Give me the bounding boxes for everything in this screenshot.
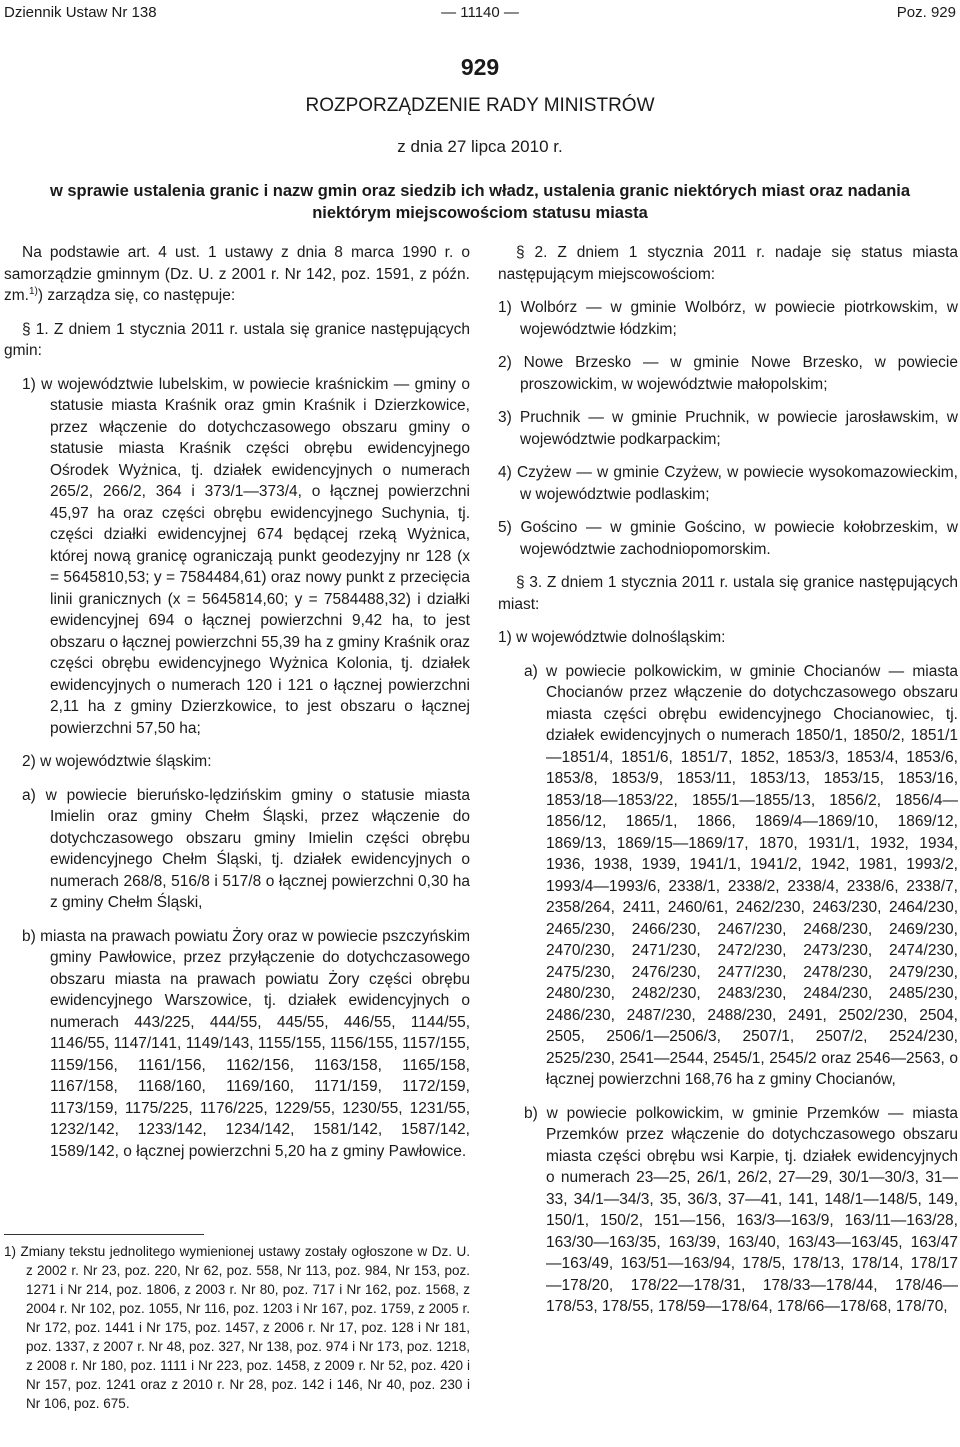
sub-item: b) w powiecie polkowickim, w gminie Przemków — miasta Przemków przez włączenie do dotychczasowego obszaru miasta części obrębu wsi Karpie, tj. działek ewidencyjnych o numerach 23—25, 26/1, 26/2, 27—29, 30/1—30/3, 31—33, 34/1—34/3, 35, 36/3, 37—41, 141, 148/1—148/5, 149, 150/1, 150/2, 151—156, 163/3—163/9, 163/11—163/28, 163/30—163/35, 163/39, 163/40, 163/43—163/45, 163/47—163/49, 163/51—163/94, 178/5, 178/13, 178/14, 178/17—178/20, 178/22—178/31, 178/33—178/44, 178/46—178/53, 178/55, 178/59—178/64, 178/66—178/68, 178/70,: [524, 1104, 958, 1315]
list-item: 2) w województwie śląskim:: [22, 753, 212, 770]
document-number: 929: [460, 54, 500, 80]
sub-item: a) w powiecie bieruńsko-lędzińskim gminy o statusie miasta Imielin oraz gminy Chełm Śląski, przez włączenie do dotychczasowego obszaru gminy Imielin części obrębu ewidencyjnego Chełm Śląski, tj. działek ewidencyjnych o numerach 268/8, 516/8 i 517/8 o łącznej powierzchni 0,30 ha z gminy Chełm Śląski,: [22, 786, 470, 911]
list-item: 1) Wolbórz — w gminie Wolbórz, w powiecie piotrkowskim, w województwie łódzkim;: [498, 299, 958, 338]
page-header: [0, 0, 960, 22]
position-number: Poz. 929: [896, 4, 956, 21]
list-item: 4) Czyżew — w gminie Czyżew, w powiecie wysokomazowieckim, w województwie podlaskim;: [498, 464, 958, 503]
list-item: 3) Pruchnik — w gminie Pruchnik, w powiecie jarosławskim, w województwie podkarpackim;: [498, 409, 958, 448]
sub-item: b) miasta na prawach powiatu Żory oraz w powiecie pszczyńskim gminy Pawłowice, przez przyłączenie do dotychczasowego obszaru miasta na prawach powiatu Żory części obrębu ewidencyjnego Warszowice, tj. działek ewidencyjnych o numerach 443/225, 444/55, 445/55, 446/55, 1144/55, 1146/55, 1147/141, 1149/143, 1155/155, 1156/155, 1157/155, 1159/156, 1161/156, 1162/156, 1163/158, 1165/158, 1167/158, 1168/160, 1169/160, 1171/159, 1172/159, 1173/159, 1175/225, 1176/225, 1229/55, 1230/55, 1231/55, 1232/142, 1233/142, 1234/142, 1581/142, 1587/142, 1589/142, o łącznej powierzchni 5,20 ha z gminy Pawłowice.: [22, 927, 470, 1160]
list-item: 5) Gościno — w gminie Gościno, w powiecie kołobrzeskim, w województwie zachodniopomorskim.: [498, 519, 958, 558]
section-2: § 2. Z dniem 1 stycznia 2011 r. nadaje się status miasta następującym miejscowościom:: [498, 244, 958, 283]
section-3: § 3. Z dniem 1 stycznia 2011 r. ustala się granice następujących miast:: [498, 574, 958, 613]
list-item: 1) w województwie dolnośląskim:: [498, 629, 726, 646]
footnote-divider: [4, 1234, 204, 1235]
right-column: [498, 242, 958, 1318]
document-title: ROZPORZĄDZENIE RADY MINISTRÓW: [305, 95, 655, 116]
section-1: § 1. Z dniem 1 stycznia 2011 r. ustala się granice następujących gmin:: [4, 320, 470, 359]
list-item: 2) Nowe Brzesko — w gminie Nowe Brzesko, w powiecie proszowickim, w województwie małopolskim;: [498, 354, 958, 393]
footnote: 1) Zmiany tekstu jednolitego wymienionej ustawy zostały ogłoszone w Dz. U. z 2002 r. Nr 23, poz. 220, Nr 62, poz. 558, Nr 113, poz. 984, Nr 153, poz. 1271 i Nr 214, poz. 1806, z 2003 r. Nr 80, poz. 717 i Nr 162, poz. 1568, z 2004 r. Nr 102, poz. 1055, Nr 116, poz. 1203 i Nr 167, poz. 1759, z 2005 r. Nr 172, poz. 1441 i Nr 175, poz. 1457, z 2006 r. Nr 17, poz. 128 i Nr 181, poz. 1337, z 2007 r. Nr 48, poz. 327, Nr 138, poz. 974 i Nr 173, poz. 1218, z 2008 r. Nr 180, poz. 1111 i Nr 223, poz. 1458, z 2009 r. Nr 52, poz. 420 i Nr 157, poz. 1241 oraz z 2010 r. Nr 28, poz. 142 i 146, Nr 40, poz. 230 i Nr 106, poz. 675.: [4, 1244, 470, 1411]
list-item: 1) w województwie lubelskim, w powiecie kraśnickim — gminy o statusie miasta Kraśnik oraz gmin Kraśnik i Dzierzkowice, przez włączenie do dotychczasowego obszaru gminy o statusie miasta Kraśnik części obrębu ewidencyjnego Ośrodek Wyżnica, tj. działek ewidencyjnych o numerach 265/2, 266/2, 364 i 373/1—373/4, o łącznej powierzchni 45,97 ha oraz części obrębu ewidencyjnego Suchynia, tj. części działki ewidencyjnej 674 będącej rzeką Wyżnica, której nową granicę ograniczają punkt geodezyjny nr 128 (x = 5645810,53; y = 7584484,61) oraz nowy punkt z przecięcia linii granicznych (x = 5645814,60; y = 7584488,32) i działki ewidencyjnej 694 o łącznej powierzchni 9,42 ha, to jest obszaru o łącznej powierzchni 55,39 ha z gminy Kraśnik oraz części obrębu ewidencyjnego Wyżnica Kolonia, tj. działek ewidencyjnych o numerach 120 i 121 o łącznej powierzchni 2,11 ha z gminy Dzierzkowice, to jest obszaru o łącznej powierzchni 57,50 ha;: [22, 375, 470, 737]
document-subject: w sprawie ustalenia granic i nazw gmin oraz siedzib ich władz, ustalenia granic niektórych miast oraz nadania niektórym miejscowościom statusu miasta: [49, 182, 911, 222]
preamble: Na podstawie art. 4 ust. 1 ustawy z dnia 8 marca 1990 r. o samorządzie gminnym (Dz. U. z 2001 r. Nr 142, poz. 1591, z późn. zm.$^{1)}$) zarządza się, co następuje:: [4, 244, 470, 304]
page-number: — 11140 —: [441, 4, 519, 21]
sub-item: a) w powiecie polkowickim, w gminie Chocianów — miasta Chocianów przez włączenie do dotychczasowego obszaru miasta części obrębu ewidencyjnego Chocianowiec, tj. działek ewidencyjnych o numerach 1850/1, 1850/2, 1851/1—1851/4, 1851/6, 1851/7, 1852, 1853/3, 1853/4, 1853/6, 1853/8, 1853/9, 1853/11, 1853/13, 1853/15, 1853/16, 1853/18—1853/22, 1855/1—1855/13, 1856/2, 1856/4—1856/12, 1865/1, 1866, 1869/4—1869/10, 1869/12, 1869/13, 1869/15—1869/17, 1870, 1931/1, 1932, 1934, 1936, 1938, 1939, 1941/1, 1941/2, 1942, 1981, 1993/2, 1993/4—1993/6, 2338/1, 2338/2, 2338/4, 2338/6, 2338/7, 2358/264, 2411, 2460/61, 2462/230, 2463/230, 2464/230, 2465/230, 2466/230, 2467/230, 2468/230, 2469/230, 2470/230, 2471/230, 2472/230, 2473/230, 2474/230, 2475/230, 2476/230, 2477/230, 2478/230, 2479/230, 2480/230, 2482/230, 2483/230, 2484/230, 2485/230, 2486/230, 2487/230, 2488/230, 2491, 2502/230, 2504, 2505, 2506/1—2506/3, 2507/1, 2507/2, 2524/230, 2525/230, 2541—2544, 2545/1, 2545/2 oraz 2546—2563, o łącznej powierzchni 168,76 ha z gminy Chocianów,: [524, 662, 958, 1088]
footnote-ref: 1): [28, 285, 38, 297]
document-date: z dnia 27 lipca 2010 r.: [397, 137, 563, 156]
journal-name: Dziennik Ustaw Nr 138: [4, 4, 157, 21]
left-column: [4, 242, 470, 1162]
